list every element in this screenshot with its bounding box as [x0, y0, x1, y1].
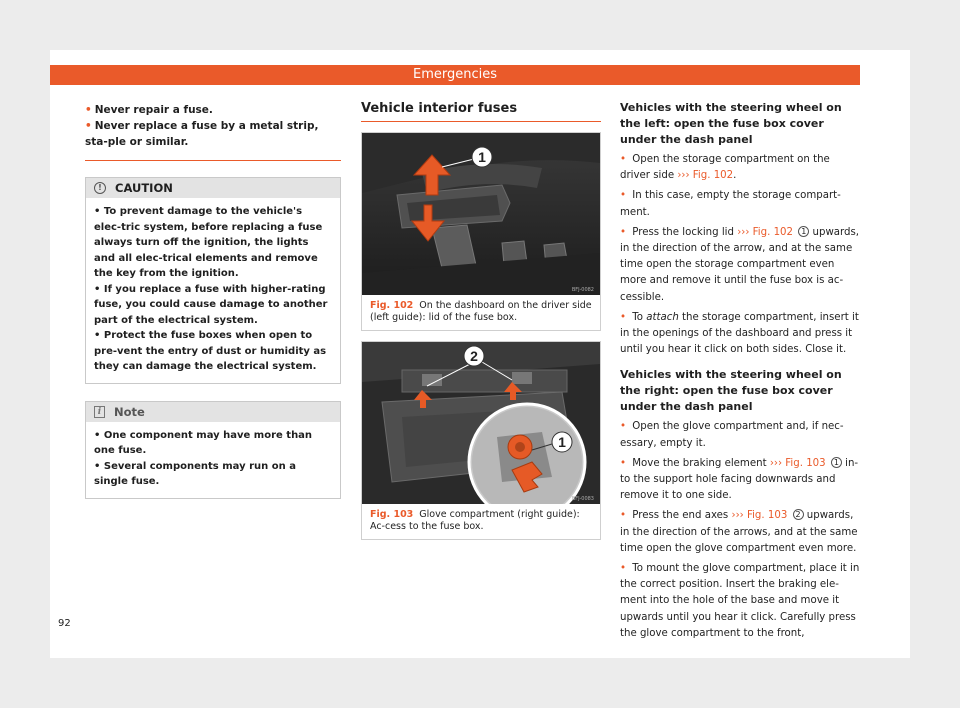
- callout-1-label: 1: [478, 149, 486, 165]
- note-title: Note: [114, 404, 145, 419]
- callout-number: 2: [793, 509, 804, 520]
- step-paragraph: • In this case, empty the storage compart-ment.: [620, 190, 841, 218]
- note-header: [86, 402, 340, 422]
- note-box: [85, 401, 341, 499]
- caution-header: [86, 178, 340, 198]
- step-paragraph: • To mount the glove compartment, place it in the correct position. Insert the braking ele-ment into the hole of the base and move it upwards until you hear it click. Carefully press the glove compartment to the front,: [620, 563, 860, 639]
- step-paragraph: • Press the locking lid ››› Fig. 102 1 upwards, in the direction of the arrow, and at the same time open the storage compartment even more and remove it until the fuse box is ac-cessible.: [620, 226, 860, 303]
- figure-code: BFJ-0083: [571, 496, 594, 502]
- callout-2-label: 2: [470, 348, 478, 364]
- subheading-left-hand-drive: Vehicles with the steering wheel on the left: open the fuse box cover under the dash panel: [620, 101, 842, 146]
- middle-column: [361, 100, 601, 540]
- figure-code: BFJ-0082: [571, 287, 594, 293]
- callout-number: 1: [798, 226, 809, 237]
- figure-102-image: [362, 133, 600, 295]
- step-paragraph: • Move the braking element ››› Fig. 103 1 in-to the support hole facing downwards and remove it to one side.: [620, 457, 859, 502]
- warning-bullets: [85, 100, 341, 161]
- page-number: 92: [58, 618, 71, 629]
- bullet-dot-icon: •: [85, 120, 92, 132]
- step-paragraph: • To attach the storage compartment, insert it in the openings of the dashboard and press it until you hear it click on both sides. Close it.: [620, 311, 859, 356]
- glove-compartment-illustration: [362, 342, 600, 504]
- figure-103-image: [362, 342, 600, 504]
- section-title: Vehicle interior fuses: [361, 100, 601, 122]
- figure-link[interactable]: ››› Fig. 103: [769, 457, 826, 469]
- dashboard-pedals-illustration: [362, 133, 600, 295]
- figure-103-caption: Fig. 103 Glove compartment (right guide): Ac-cess to the fuse box.: [370, 509, 580, 532]
- caution-box: [85, 177, 341, 384]
- left-column: [85, 100, 341, 499]
- caution-item: • To prevent damage to the vehicle's elec-tric system, before replacing a fuse always turn off the ignition, the lights and all elec-trical elements and remove the key from the ignition.: [94, 206, 323, 279]
- right-column: [620, 100, 860, 642]
- callout-number: 1: [831, 457, 842, 468]
- bullet-item: • Never repair a fuse.: [85, 104, 213, 116]
- step-paragraph: • Open the glove compartment and, if nec-essary, empty it.: [620, 421, 844, 449]
- note-body: [86, 422, 340, 498]
- figure-link[interactable]: ››› Fig. 102: [677, 170, 734, 182]
- caution-item: • Protect the fuse boxes when open to pre-vent the entry of dust or humidity as they can damage the electrical system.: [94, 330, 327, 372]
- subheading-right-hand-drive: Vehicles with the steering wheel on the right: open the fuse box cover under the dash panel: [620, 368, 842, 414]
- figure-103: [361, 341, 601, 540]
- figure-102-caption: Fig. 102 On the dashboard on the driver side (left guide): lid of the fuse box.: [370, 300, 592, 323]
- info-icon: i: [94, 406, 105, 418]
- step-paragraph: • Open the storage compartment on the driver side ››› Fig. 102.: [620, 154, 830, 182]
- section-header: Emergencies: [50, 65, 860, 85]
- caution-exclamation-icon: !: [94, 182, 106, 194]
- caution-body: [86, 198, 340, 383]
- callout-1-label: 1: [558, 434, 566, 450]
- caution-title: CAUTION: [115, 181, 173, 195]
- figure-link[interactable]: ››› Fig. 103: [731, 510, 788, 522]
- step-paragraph: • Press the end axes ››› Fig. 103 2 upwards, in the direction of the arrows, and at the same time open the glove compartment even more.: [620, 510, 858, 554]
- bullet-item: • Never replace a fuse by a metal strip, sta-ple or similar.: [85, 120, 319, 148]
- caution-item: • If you replace a fuse with higher-rating fuse, you could cause damage to another part of the electrical system.: [94, 283, 328, 326]
- note-item: • Several components may run on a single fuse.: [94, 460, 296, 487]
- figure-102: [361, 132, 601, 331]
- bullet-dot-icon: •: [85, 104, 92, 116]
- figure-link[interactable]: ››› Fig. 102: [737, 226, 794, 238]
- note-item: • One component may have more than one fuse.: [94, 429, 313, 456]
